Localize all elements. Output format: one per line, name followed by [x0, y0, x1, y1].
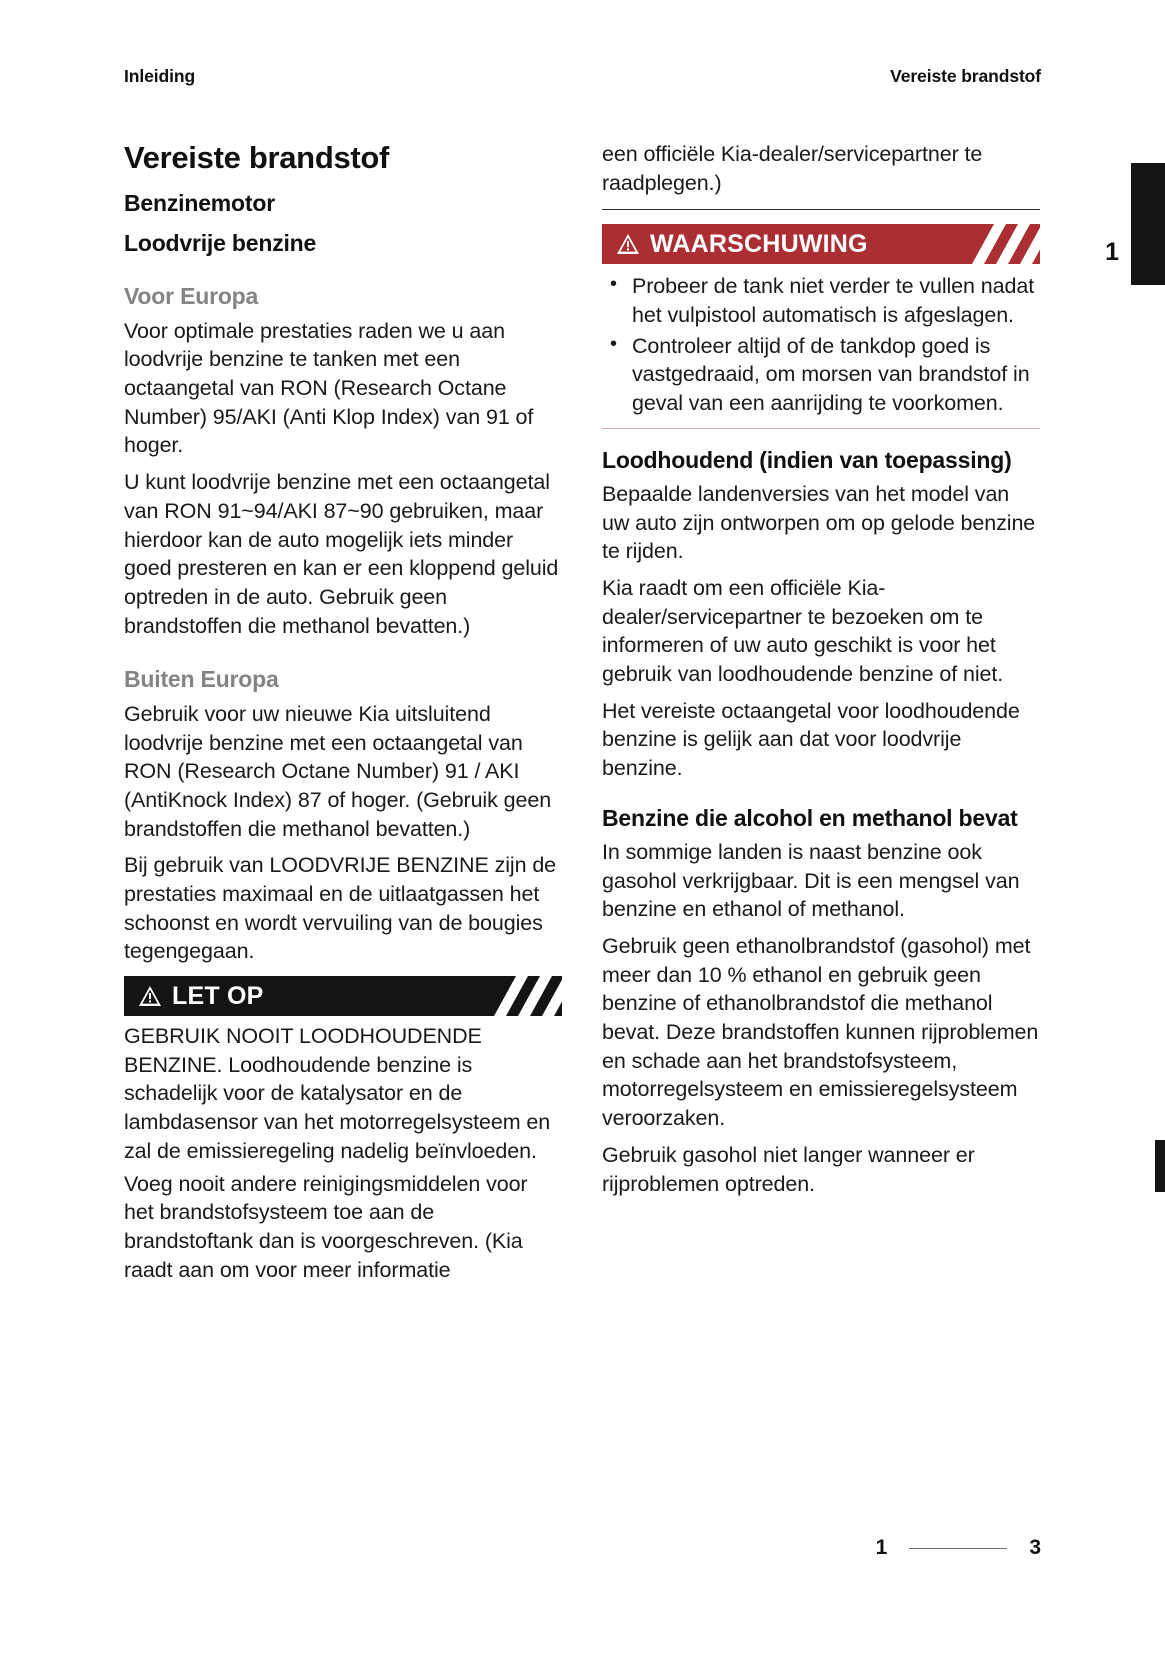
chapter-thumb-tab-secondary [1155, 1140, 1165, 1192]
caution-notice [124, 976, 562, 1284]
heading-buiten-europa: Buiten Europa [124, 666, 279, 693]
heading-loodhoudend: Loodhoudend (indien van toepassing) [602, 446, 1012, 473]
caution-slashes-decoration [476, 976, 562, 1016]
divider-below-warning [602, 428, 1040, 429]
caution-notice-bar [124, 976, 562, 1016]
warning-notice [602, 224, 1040, 417]
caution-notice-label: LET OP [172, 981, 264, 1010]
subtitle-loodvrije-benzine: Loodvrije benzine [124, 229, 317, 256]
heading-alcohol-methanol: Benzine die alcohol en methanol bevat [602, 804, 1018, 831]
divider-above-warning [602, 209, 1040, 210]
paragraph-leaded-3: Het vereiste octaangetal voor loodhoudende benzine is gelijk aan dat voor loodvrije benzine. [602, 698, 1020, 781]
page-columns [124, 140, 1041, 1290]
caution-paragraph-2: Voeg nooit andere reinigingsmiddelen voor het brandstofsysteem toe aan de brandstoftank dan is voorgeschreven. (Kia raadt aan om voor meer informatie [124, 1171, 528, 1282]
paragraph-outside-europe-1: Gebruik voor uw nieuwe Kia uitsluitend loodvrije benzine met een octaangetal van RON (Research Octane Number) 91 / AKI (AntiKnock Index) 87 of hoger. (Gebruik geen brandstoffen die methanol bevatten.) [124, 701, 552, 841]
paragraph-alcohol-1: In sommige landen is naast benzine ook gasohol verkrijgbaar. Dit is een mengsel van benzine en ethanol of methanol. [602, 839, 1020, 922]
page-footer [876, 1536, 1041, 1560]
paragraph-alcohol-3: Gebruik gasohol niet langer wanneer er rijproblemen optreden. [602, 1142, 975, 1196]
running-head-right: Vereiste brandstof [890, 66, 1041, 86]
footer-chapter-number: 1 [875, 1536, 888, 1559]
subtitle-benzinemotor: Benzinemotor [124, 189, 275, 216]
paragraph-leaded-1: Bepaalde landenversies van het model van uw auto zijn ontworpen om op gelode benzine te rijden. [602, 481, 1036, 564]
right-column [602, 140, 1040, 1290]
footer-page-number: 3 [1029, 1536, 1041, 1559]
paragraph-outside-europe-2: Bij gebruik van LOODVRIJE BENZINE zijn de prestaties maximaal en de uitlaatgassen het schoonst en wordt vervuiling van de bougies tegengegaan. [124, 853, 557, 964]
warning-notice-body [602, 264, 1040, 417]
warning-notice-label: WAARSCHUWING [650, 229, 868, 258]
caution-notice-body [124, 1016, 562, 1284]
warning-bullet-list [602, 272, 1040, 417]
paragraph-leaded-2: Kia raadt om een officiële Kia-dealer/servicepartner te bezoeken om te informeren of uw auto geschikt is voor het gebruik van loodhoudende benzine of niet. [602, 576, 1004, 687]
paragraph-continued: een officiële Kia-dealer/servicepartner te raadplegen.) [602, 142, 983, 195]
left-column [124, 140, 562, 1290]
footer-divider [909, 1548, 1007, 1549]
list-item: • Controleer altijd of de tankdop goed is vastgedraaid, om morsen van brandstof in geval van een aanrijding te voorkomen. [602, 332, 1040, 418]
paragraph-europe-1: Voor optimale prestaties raden we u aan loodvrije benzine te tanken met een octaangetal van RON (Research Octane Number) 95/AKI (Anti Klop Index) van 91 of hoger. [124, 318, 534, 458]
page-title: Vereiste brandstof [124, 140, 390, 175]
caution-paragraph-1: GEBRUIK NOOIT LOODHOUDENDE BENZINE. Loodhoudende benzine is schadelijk voor de katalysator en de lambdasensor van het motorregelsysteem en zal de emissieregeling nadelig beïnvloeden. [124, 1024, 551, 1163]
warning-triangle-icon [138, 985, 162, 1007]
warning-notice-bar [602, 224, 1040, 264]
chapter-thumb-tab [1131, 163, 1165, 285]
running-head-left: Inleiding [124, 66, 196, 86]
paragraph-alcohol-2: Gebruik geen ethanolbrandstof (gasohol) met meer dan 10 % ethanol en gebruik geen benzine of ethanolbrandstof die methanol bevat. Deze brandstoffen kunnen rijproblemen en schade aan het brandstofsysteem, motorregelsysteem en emissieregelsysteem veroorzaken. [602, 934, 1039, 1131]
paragraph-europe-2: U kunt loodvrije benzine met een octaangetal van RON 91~94/AKI 87~90 gebruiken, maar hierdoor kan de auto mogelijk iets minder goed presteren en kan er een kloppend geluid optreden in de auto. Gebruik geen brandstoffen die methanol bevatten.) [124, 470, 559, 638]
warning-slashes-decoration [954, 224, 1040, 264]
warning-triangle-icon [616, 233, 640, 255]
running-head [124, 66, 1041, 87]
list-item: • Probeer de tank niet verder te vullen nadat het vulpistool automatisch is afgeslagen. [602, 272, 1040, 329]
heading-voor-europa: Voor Europa [124, 283, 259, 310]
chapter-thumb-number: 1 [1105, 238, 1119, 266]
